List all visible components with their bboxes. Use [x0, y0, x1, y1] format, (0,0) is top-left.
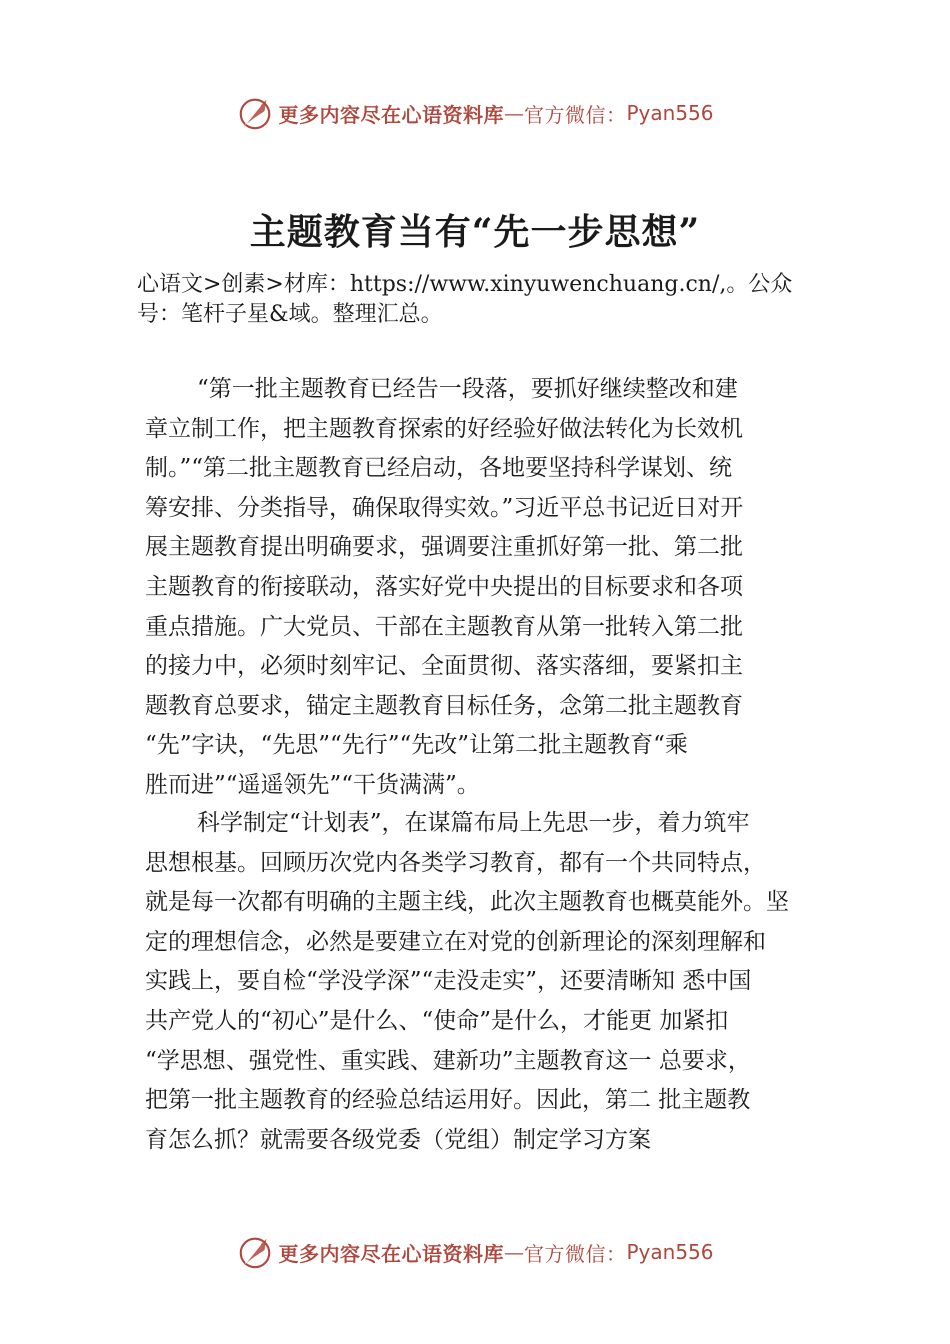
document-title: 主题教育当有“先一步思想” — [249, 211, 701, 253]
banner-dash: — — [503, 1240, 524, 1264]
text-line: “第一批主题教育已经告一段落，要抓好继续整改和建 — [197, 376, 738, 402]
quill-pen-logo-icon — [236, 1233, 274, 1271]
text-line: 筹安排、分类指导，确保取得实效。”习近平总书记近日对开 — [145, 494, 744, 521]
banner-brand-text: 更多内容尽在心语资料库 — [278, 1241, 504, 1266]
text-line: 实践上，要自检“学没学深”“走没走实”，还要清晰知 悉中国 — [145, 968, 752, 995]
text-line: 制。”“第二批主题教育已经启动，各地要坚持科学谋划、统 — [145, 455, 733, 482]
text-line: “学思想、强党性、重实践、建新功”主题教育这一 总要求， — [145, 1047, 751, 1074]
text-line: “先”字诀，“先思”“先行”“先改”让第二批主题教育“乘 — [145, 732, 688, 759]
text-line: 共产党人的“初心”是什么、“使命”是什么，才能更 加紧扣 — [145, 1007, 729, 1034]
text-line: 章立制工作，把主题教育探索的好经验好做法转化为长效机 — [145, 415, 743, 442]
banner-wechat-id: Pyan556 — [626, 101, 714, 125]
banner-brand-text: 更多内容尽在心语资料库 — [278, 102, 504, 127]
text-line: 展主题教育提出明确要求，强调要注重抓好第一批、第二批 — [145, 534, 743, 561]
header-banner — [0, 93, 950, 133]
banner-wechat-id: Pyan556 — [626, 1240, 714, 1264]
quill-pen-logo-icon — [236, 94, 274, 132]
source-line-1: 心语文>创素>材库：https://www.xinyuwenchuang.cn/,。公众 — [137, 272, 793, 297]
text-line: 胜而进”“遥遥领先”“干货满满”。 — [145, 771, 480, 798]
paragraph-1 — [145, 370, 833, 806]
source-line-2: 号：笔杆子星&域。整理汇总。 — [137, 302, 443, 327]
text-line: 思想根基。回顾历次党内各类学习教育，都有一个共同特点， — [145, 849, 766, 876]
text-line: 重点措施。广大党员、干部在主题教育从第一批转入第二批 — [145, 613, 743, 640]
source-note — [137, 270, 842, 330]
text-line: 把第一批主题教育的经验总结运用好。因此，第二 批主题教 — [145, 1087, 751, 1114]
footer-banner — [0, 1232, 950, 1272]
text-line: 定的理想信念，必然是要建立在对党的创新理论的深刻理解和 — [145, 928, 766, 955]
text-line: 科学制定“计划表”，在谋篇布局上先思一步，着力筑牢 — [197, 810, 750, 836]
banner-wechat-label: 官方微信： — [523, 102, 627, 127]
paragraph-2 — [145, 804, 833, 1160]
text-line: 主题教育的衔接联动，落实好党中央提出的目标要求和各项 — [145, 573, 743, 600]
text-line: 育怎么抓？就需要各级党委（党组）制定学习方案 — [145, 1126, 651, 1153]
text-line: 的接力中，必须时刻牢记、全面贯彻、落实落细，要紧扣主 — [145, 653, 743, 680]
text-line: 就是每一次都有明确的主题主线，此次主题教育也概莫能外。坚 — [145, 889, 789, 916]
text-line: 题教育总要求，锚定主题教育目标任务，念第二批主题教育 — [145, 692, 743, 719]
banner-wechat-label: 官方微信： — [523, 1241, 627, 1266]
banner-dash: — — [503, 101, 524, 125]
